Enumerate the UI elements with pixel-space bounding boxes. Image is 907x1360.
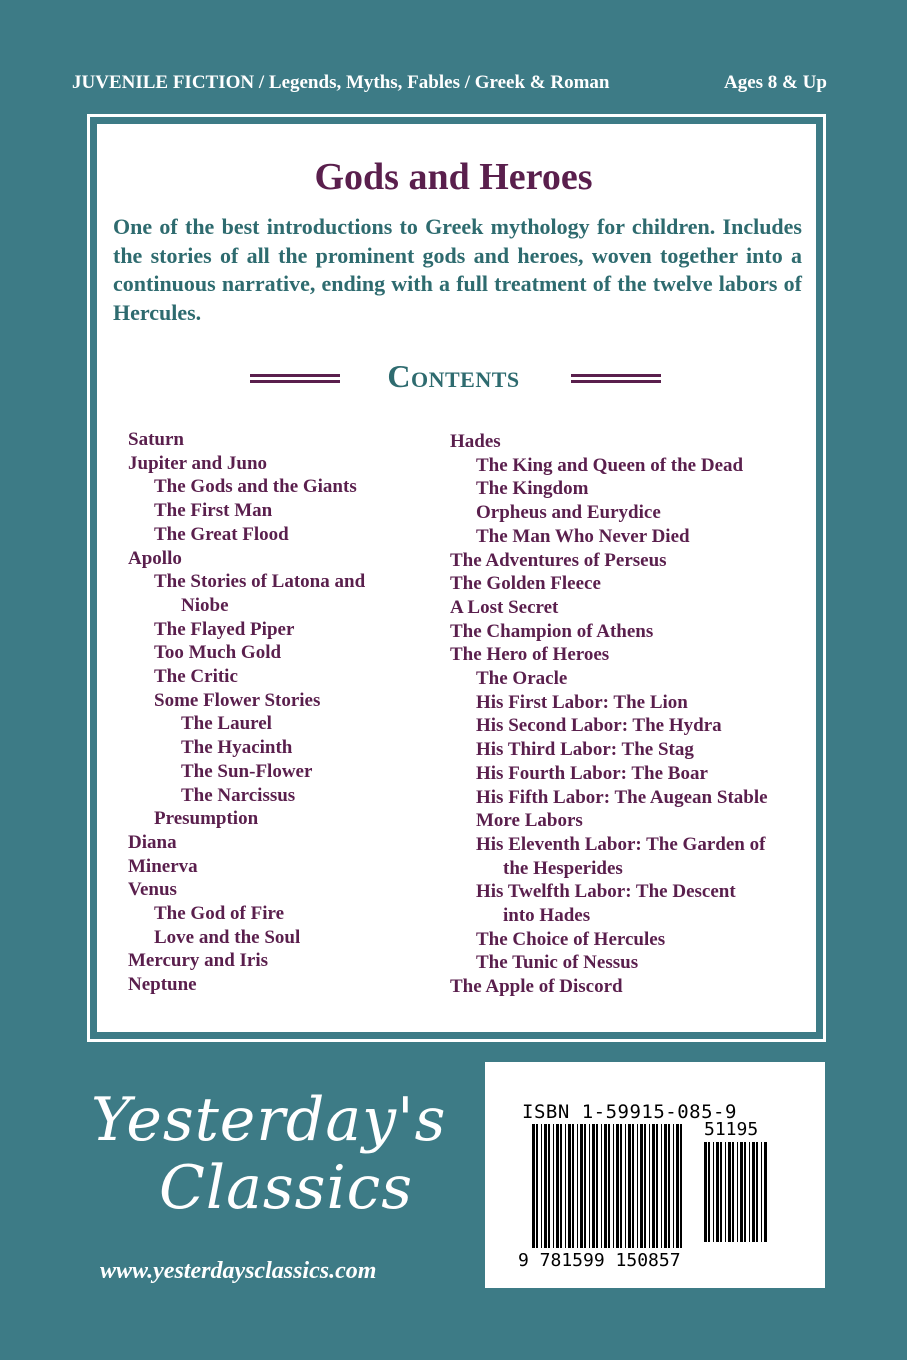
barcode-bar <box>744 1142 746 1242</box>
barcode-bar <box>580 1124 583 1248</box>
barcode-bar <box>536 1124 538 1248</box>
barcode-bar <box>649 1124 650 1248</box>
barcode-bar <box>652 1124 655 1248</box>
barcode-bar <box>620 1124 622 1248</box>
price-code: 51195 <box>704 1119 759 1140</box>
barcode-bar <box>728 1142 731 1242</box>
book-description: One of the best introductions to Greek mythology for children. Includes the stories of all the prominent gods and heroes, woven together into a continuous narrative, ending with a full treatment of the twelve labors of Hercules. <box>113 214 802 325</box>
barcode-bar <box>756 1142 758 1242</box>
toc-entry: His Fourth Labor: The Boar <box>476 762 708 784</box>
toc-entry: The Champion of Athens <box>450 620 654 642</box>
barcode-bar <box>589 1124 590 1248</box>
category-line <box>0 72 907 100</box>
barcode-bar <box>732 1142 734 1242</box>
barcode-bar <box>668 1124 670 1248</box>
barcode-bar <box>572 1124 574 1248</box>
toc-entry: Saturn <box>128 429 184 450</box>
barcode-bar <box>604 1124 607 1248</box>
toc-entry: Apollo <box>128 547 182 569</box>
toc-entry: Neptune <box>128 974 197 996</box>
toc-entry: A Lost Secret <box>450 596 559 618</box>
toc-entry: Venus <box>128 879 177 901</box>
barcode-bar <box>656 1124 658 1248</box>
ean-number: 9 781599 150857 <box>518 1250 681 1271</box>
toc-entry: into Hades <box>503 905 591 927</box>
toc-entry: The God of Fire <box>154 903 285 925</box>
toc-entry: His Fifth Labor: The Augean Stable <box>476 786 768 808</box>
barcode-bar <box>676 1124 679 1248</box>
barcode-bar <box>704 1142 707 1242</box>
toc-column-right <box>450 430 768 999</box>
publisher-name-line2: Classics <box>159 1153 414 1223</box>
toc-entry: The Man Who Never Died <box>476 525 690 547</box>
toc-entry: The First Man <box>154 500 273 522</box>
toc-entry: The Kingdom <box>476 478 589 500</box>
toc-entry: Minerva <box>128 855 198 877</box>
toc-column-left <box>128 428 365 997</box>
toc-entry: Love and the Soul <box>154 926 301 948</box>
barcode-bar <box>740 1142 743 1242</box>
barcode-bar <box>544 1124 547 1248</box>
contents-title: Contents <box>387 358 520 394</box>
barcode-bar <box>644 1124 646 1248</box>
price-barcode-bars <box>704 1142 770 1242</box>
toc-entry: His First Labor: The Lion <box>476 691 688 713</box>
toc-entry: Orpheus and Eurydice <box>476 502 661 524</box>
barcode-bar <box>584 1124 586 1248</box>
barcode-bar <box>713 1142 714 1242</box>
decorative-rule-right <box>571 374 661 383</box>
publisher-name-line1: Yesterday's <box>91 1085 447 1155</box>
toc-entry: The Golden Fleece <box>450 573 601 595</box>
toc-entry: The Hyacinth <box>181 737 293 759</box>
barcode-bar <box>541 1124 542 1248</box>
barcode-bar <box>764 1142 767 1242</box>
toc-entry: The Gods and the Giants <box>154 476 357 498</box>
toc-entry: The Flayed Piper <box>154 618 295 640</box>
toc-entry: Some Flower Stories <box>154 689 321 711</box>
toc-entry: His Second Labor: The Hydra <box>476 715 722 737</box>
barcode-bar <box>532 1124 535 1248</box>
age-range: Ages 8 & Up <box>724 72 827 93</box>
barcode-bar <box>577 1124 578 1248</box>
toc-entry: The Choice of Hercules <box>476 928 666 950</box>
toc-entry: His Third Labor: The Stag <box>476 739 694 761</box>
toc-entry: More Labors <box>476 810 583 832</box>
contents-heading <box>0 358 907 398</box>
toc-entry: Diana <box>128 831 177 853</box>
barcode-bar <box>632 1124 634 1248</box>
barcode-bar <box>565 1124 566 1248</box>
barcode-bar <box>640 1124 643 1248</box>
barcode-bar <box>596 1124 598 1248</box>
toc-entry: Too Much Gold <box>154 642 282 664</box>
toc-entry: Mercury and Iris <box>128 950 269 972</box>
toc-entry: Hades <box>450 431 501 452</box>
toc-entry: The Critic <box>154 666 238 688</box>
barcode-bar <box>613 1124 614 1248</box>
toc-entry: The Sun-Flower <box>181 760 313 782</box>
toc-entry: Jupiter and Juno <box>128 452 268 474</box>
barcode-bar <box>720 1142 722 1242</box>
toc-entry: The Oracle <box>476 668 568 690</box>
barcode-bar <box>628 1124 631 1248</box>
barcode-bar <box>548 1124 550 1248</box>
barcode-bar <box>568 1124 571 1248</box>
toc-entry: Presumption <box>154 808 259 830</box>
barcode-bar <box>737 1142 738 1242</box>
barcode-bar <box>592 1124 595 1248</box>
barcode-bar <box>616 1124 619 1248</box>
barcode-bar <box>601 1124 602 1248</box>
toc-entry: His Eleventh Labor: The Garden of <box>476 833 766 855</box>
toc-entry: The King and Queen of the Dead <box>476 454 744 476</box>
toc-entry: The Stories of Latona and <box>154 571 366 593</box>
barcode-bar <box>637 1124 638 1248</box>
barcode-bar <box>680 1124 682 1248</box>
ean-barcode-bars <box>532 1124 684 1248</box>
subject-category: JUVENILE FICTION / Legends, Myths, Fables / Greek & Roman <box>72 72 610 93</box>
book-title: Gods and Heroes <box>314 156 593 198</box>
barcode-bar <box>752 1142 755 1242</box>
toc-entry: The Hero of Heroes <box>450 644 610 666</box>
barcode-bar <box>661 1124 662 1248</box>
toc-entry: His Twelfth Labor: The Descent <box>476 881 736 903</box>
toc-entry: The Great Flood <box>154 523 289 545</box>
barcode-bar <box>553 1124 554 1248</box>
toc-entry: Niobe <box>181 594 229 616</box>
toc-entry: The Apple of Discord <box>450 976 623 998</box>
toc-entry: The Narcissus <box>181 784 296 806</box>
toc-entry: The Tunic of Nessus <box>476 952 639 974</box>
barcode-bar <box>749 1142 750 1242</box>
barcode-bar <box>556 1124 559 1248</box>
toc-entry: The Laurel <box>181 713 272 735</box>
barcode-bar <box>625 1124 626 1248</box>
barcode-bar <box>761 1142 762 1242</box>
barcode-bar <box>560 1124 562 1248</box>
barcode-bar <box>708 1142 710 1242</box>
barcode-bar <box>608 1124 610 1248</box>
barcode-bar <box>664 1124 667 1248</box>
publisher-url: www.yesterdaysclassics.com <box>100 1258 377 1284</box>
barcode-bar <box>673 1124 674 1248</box>
barcode-bar <box>716 1142 719 1242</box>
toc-entry: The Adventures of Perseus <box>450 549 667 571</box>
toc-entry: the Hesperides <box>503 857 623 879</box>
isbn-label: ISBN 1-59915-085-9 <box>522 1101 737 1123</box>
barcode-bar <box>725 1142 726 1242</box>
